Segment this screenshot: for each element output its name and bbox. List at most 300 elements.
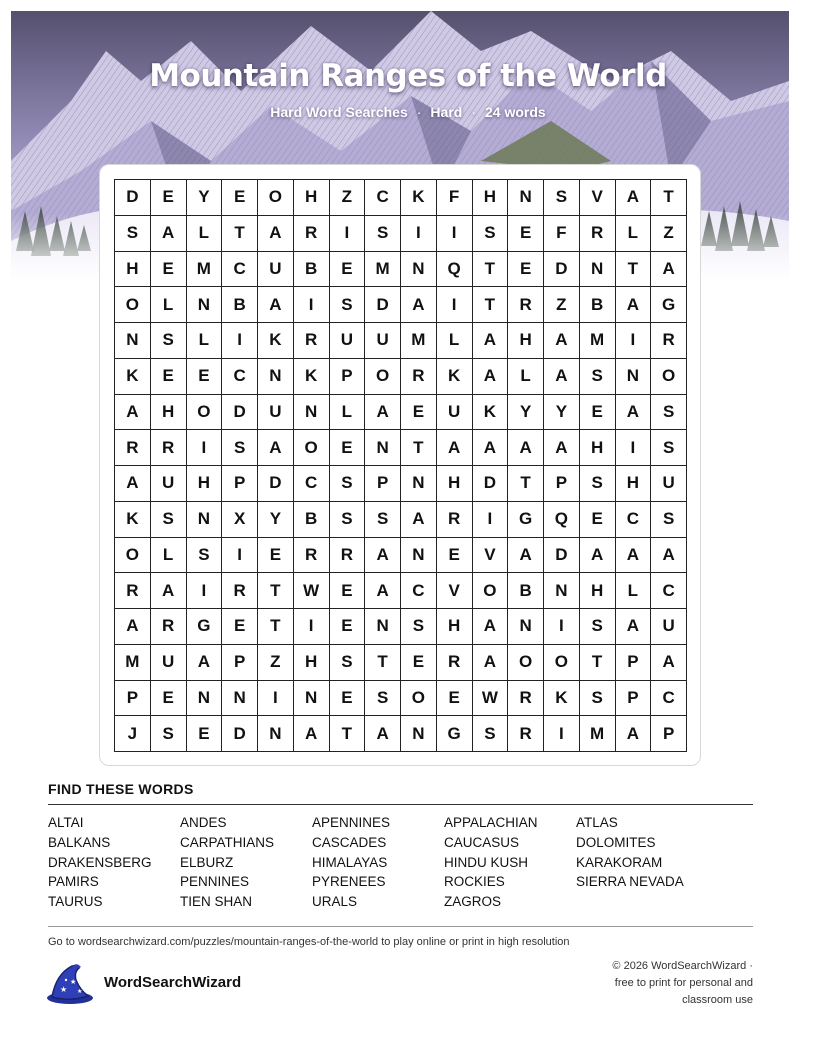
grid-cell[interactable]: V [437,573,473,609]
grid-cell[interactable]: T [330,716,366,752]
grid-cell[interactable]: M [365,252,401,288]
grid-cell[interactable]: E [187,716,223,752]
grid-cell[interactable]: S [330,645,366,681]
grid-cell[interactable]: E [437,681,473,717]
grid-cell[interactable]: N [401,538,437,574]
grid-cell[interactable]: D [473,466,509,502]
grid-cell[interactable]: D [222,716,258,752]
grid-cell[interactable]: H [115,252,151,288]
separator: · [471,104,476,120]
grid-cell[interactable]: A [115,395,151,431]
grid-cell[interactable]: B [294,502,330,538]
grid-cell[interactable]: N [544,573,580,609]
grid-cell[interactable]: Y [508,395,544,431]
word-list-item: BALKANS [48,834,111,850]
word-count-label: 24 words [485,104,546,120]
grid-cell[interactable]: O [473,573,509,609]
grid-cell[interactable]: H [580,573,616,609]
grid-cell[interactable]: A [508,538,544,574]
grid-cell[interactable]: Y [258,502,294,538]
grid-cell[interactable]: A [473,645,509,681]
grid-cell[interactable]: N [401,252,437,288]
grid-cell[interactable]: R [115,573,151,609]
grid-cell[interactable]: C [651,681,687,717]
grid-cell[interactable]: S [580,681,616,717]
grid-cell[interactable]: C [294,466,330,502]
grid-cell[interactable]: W [473,681,509,717]
grid-cell[interactable]: E [508,252,544,288]
grid-cell[interactable]: R [437,645,473,681]
grid-cell[interactable]: H [294,645,330,681]
word-list-item: DRAKENSBERG [48,854,152,870]
grid-cell[interactable]: H [187,466,223,502]
grid-cell[interactable]: U [151,645,187,681]
grid-cell[interactable]: P [365,466,401,502]
grid-cell[interactable]: S [651,502,687,538]
grid-cell[interactable]: E [330,681,366,717]
grid-cell[interactable]: N [187,287,223,323]
grid-cell[interactable]: U [651,609,687,645]
grid-cell[interactable]: H [616,466,652,502]
grid-cell[interactable]: I [187,573,223,609]
grid-cell[interactable]: A [187,645,223,681]
grid-cell[interactable]: M [401,323,437,359]
grid-cell[interactable]: C [222,252,258,288]
grid-cell[interactable]: P [616,681,652,717]
grid-cell[interactable]: S [151,502,187,538]
word-list-item: ANDES [180,815,227,830]
grid-cell[interactable]: I [330,216,366,252]
grid-cell[interactable]: O [115,538,151,574]
grid-cell[interactable]: L [187,216,223,252]
grid-cell[interactable]: E [258,538,294,574]
grid-cell[interactable]: L [151,538,187,574]
svg-text:★: ★ [70,978,77,986]
grid-cell[interactable]: R [222,573,258,609]
grid-cell[interactable]: A [473,359,509,395]
word-list-item: KARAKORAM [576,854,663,870]
grid-cell[interactable]: J [115,716,151,752]
grid-cell[interactable]: I [401,216,437,252]
word-list-item: CAUCASUS [444,834,520,850]
grid-cell[interactable]: V [473,538,509,574]
word-list-item: ALTAI [48,815,84,830]
grid-cell[interactable]: S [580,609,616,645]
grid-cell[interactable]: U [651,466,687,502]
grid-cell[interactable]: K [544,681,580,717]
grid-cell[interactable]: U [258,252,294,288]
grid-cell[interactable]: I [616,430,652,466]
grid-cell[interactable]: E [580,395,616,431]
grid-cell[interactable]: R [330,538,366,574]
grid-cell[interactable]: D [222,395,258,431]
grid-cell[interactable]: N [365,430,401,466]
grid-cell[interactable]: N [115,323,151,359]
grid-cell[interactable]: C [616,502,652,538]
grid-cell[interactable]: N [187,502,223,538]
grid-cell[interactable]: N [187,681,223,717]
grid-cell[interactable]: T [365,645,401,681]
grid-cell[interactable]: D [115,180,151,216]
puzzle-subtitle [0,104,816,120]
grid-cell[interactable]: Z [651,216,687,252]
grid-cell[interactable]: A [437,430,473,466]
grid-cell[interactable]: T [580,645,616,681]
grid-cell[interactable]: A [365,395,401,431]
grid-cell[interactable]: N [401,716,437,752]
grid-cell[interactable]: F [437,180,473,216]
word-list-item: PAMIRS [48,874,99,890]
grid-cell[interactable]: T [401,430,437,466]
grid-cell[interactable]: H [151,395,187,431]
grid-cell[interactable]: I [294,609,330,645]
grid-cell[interactable]: N [365,609,401,645]
grid-cell[interactable]: I [437,216,473,252]
grid-cell[interactable]: S [651,430,687,466]
grid-cell[interactable]: B [222,287,258,323]
grid-cell[interactable]: T [258,609,294,645]
grid-cell[interactable]: T [258,573,294,609]
grid-cell[interactable]: G [187,609,223,645]
grid-cell[interactable]: K [258,323,294,359]
grid-cell[interactable]: A [151,216,187,252]
word-list-item: URALS [312,894,358,910]
grid-cell[interactable]: L [187,323,223,359]
grid-cell[interactable]: N [222,681,258,717]
letter-grid[interactable] [114,179,687,752]
copyright-line: classroom use [682,994,753,1006]
grid-cell[interactable]: U [151,466,187,502]
word-list-item: HIMALAYAS [312,854,388,870]
grid-cell[interactable]: S [365,681,401,717]
grid-cell[interactable]: O [544,645,580,681]
grid-cell[interactable]: P [330,359,366,395]
grid-cell[interactable]: H [437,609,473,645]
footer-note[interactable]: Go to wordsearchwizard.com/puzzles/mountain-ranges-of-the-world to play online or print in high resolution [48,936,570,948]
grid-cell[interactable]: H [294,180,330,216]
grid-cell[interactable]: I [294,287,330,323]
grid-cell[interactable]: P [222,466,258,502]
grid-cell[interactable]: N [401,466,437,502]
grid-cell[interactable]: T [508,466,544,502]
grid-cell[interactable]: E [330,609,366,645]
grid-cell[interactable]: A [258,430,294,466]
grid-cell[interactable]: A [616,180,652,216]
word-list-item: ROCKIES [444,874,505,890]
grid-cell[interactable]: K [401,180,437,216]
grid-cell[interactable]: R [651,323,687,359]
grid-cell[interactable]: E [401,395,437,431]
divider [48,926,753,927]
grid-cell[interactable]: N [258,716,294,752]
copyright-notice [583,958,753,1009]
grid-cell[interactable]: A [401,287,437,323]
grid-cell[interactable]: A [473,609,509,645]
grid-cell[interactable]: I [222,538,258,574]
grid-cell[interactable]: C [651,573,687,609]
grid-cell[interactable]: N [616,359,652,395]
grid-cell[interactable]: A [651,252,687,288]
grid-cell[interactable]: B [294,252,330,288]
grid-cell[interactable]: D [258,466,294,502]
word-list-item: HINDU KUSH [444,854,529,870]
grid-cell[interactable]: U [365,323,401,359]
grid-cell[interactable]: A [365,716,401,752]
grid-cell[interactable]: S [330,466,366,502]
grid-cell[interactable]: O [365,359,401,395]
grid-cell[interactable]: Z [544,287,580,323]
grid-cell[interactable]: A [544,323,580,359]
grid-cell[interactable]: N [294,395,330,431]
grid-cell[interactable]: A [651,645,687,681]
grid-cell[interactable]: P [115,681,151,717]
word-list-item: APPALACHIAN [444,815,538,830]
grid-cell[interactable]: C [365,180,401,216]
grid-cell[interactable]: P [616,645,652,681]
grid-cell[interactable]: O [294,430,330,466]
grid-cell[interactable]: S [187,538,223,574]
grid-cell[interactable]: D [365,287,401,323]
grid-cell[interactable]: S [544,180,580,216]
grid-cell[interactable]: Z [330,180,366,216]
word-list-item: SIERRA NEVADA [576,874,684,890]
grid-cell[interactable]: X [222,502,258,538]
grid-cell[interactable]: A [616,609,652,645]
word-list-item: CARPATHIANS [180,834,275,850]
grid-cell[interactable]: I [222,323,258,359]
copyright-line: © 2026 WordSearchWizard · [612,960,753,972]
grid-cell[interactable]: K [473,395,509,431]
grid-cell[interactable]: T [651,180,687,216]
grid-cell[interactable]: D [544,252,580,288]
wizard-hat-icon[interactable] [46,962,94,1006]
grid-cell[interactable]: M [187,252,223,288]
grid-cell[interactable]: A [616,716,652,752]
grid-cell[interactable]: E [151,252,187,288]
grid-cell[interactable]: O [401,681,437,717]
grid-cell[interactable]: F [544,216,580,252]
grid-cell[interactable]: A [616,538,652,574]
grid-cell[interactable]: R [437,502,473,538]
grid-cell[interactable]: R [508,287,544,323]
grid-cell[interactable]: K [437,359,473,395]
separator: · [416,104,422,120]
grid-cell[interactable]: E [222,609,258,645]
grid-cell[interactable]: A [508,430,544,466]
word-list-item: ATLAS [576,815,618,830]
grid-cell[interactable]: C [401,573,437,609]
grid-cell[interactable]: S [580,359,616,395]
grid-cell[interactable]: V [580,180,616,216]
grid-cell[interactable]: A [580,538,616,574]
grid-cell[interactable]: O [651,359,687,395]
word-list-item: DOLOMITES [576,834,656,850]
grid-cell[interactable]: R [580,216,616,252]
grid-cell[interactable]: R [294,323,330,359]
grid-cell[interactable]: O [187,395,223,431]
grid-cell[interactable]: W [294,573,330,609]
word-list-item: TIEN SHAN [180,894,253,910]
grid-cell[interactable]: L [616,216,652,252]
grid-cell[interactable]: A [544,430,580,466]
brand-name[interactable]: WordSearchWizard [104,974,242,991]
grid-cell[interactable]: S [330,502,366,538]
grid-cell[interactable]: U [330,323,366,359]
grid-cell[interactable]: T [222,216,258,252]
grid-cell[interactable]: S [401,609,437,645]
grid-cell[interactable]: D [544,538,580,574]
grid-cell[interactable]: R [508,681,544,717]
grid-cell[interactable]: Q [544,502,580,538]
grid-cell[interactable]: G [651,287,687,323]
grid-cell[interactable]: R [294,216,330,252]
grid-cell[interactable]: N [508,609,544,645]
grid-cell[interactable]: T [616,252,652,288]
word-list [48,813,753,912]
word-list-item: ELBURZ [180,854,234,870]
grid-cell[interactable]: M [580,323,616,359]
grid-cell[interactable]: A [258,287,294,323]
grid-cell[interactable]: A [616,395,652,431]
grid-cell[interactable]: A [473,430,509,466]
svg-text:★: ★ [60,985,68,994]
grid-cell[interactable]: R [294,538,330,574]
grid-cell[interactable]: H [473,180,509,216]
grid-cell[interactable]: U [258,395,294,431]
grid-cell[interactable]: N [294,681,330,717]
grid-cell[interactable]: Z [258,645,294,681]
grid-cell[interactable]: L [437,323,473,359]
grid-cell[interactable]: R [401,359,437,395]
difficulty-label: Hard [430,104,463,120]
grid-cell[interactable]: E [508,216,544,252]
grid-cell[interactable]: T [473,287,509,323]
puzzle-title: Mountain Ranges of the World [149,58,667,94]
word-list-item: TAURUS [48,894,103,910]
grid-cell[interactable]: S [580,466,616,502]
grid-cell[interactable]: O [258,180,294,216]
grid-cell[interactable]: A [115,466,151,502]
grid-cell[interactable]: N [258,359,294,395]
grid-cell[interactable]: G [437,716,473,752]
grid-cell[interactable]: S [365,216,401,252]
grid-cell[interactable]: S [222,430,258,466]
word-list-item: APENNINES [312,815,391,830]
grid-cell[interactable]: G [508,502,544,538]
grid-cell[interactable]: Q [437,252,473,288]
grid-cell[interactable]: L [508,359,544,395]
grid-cell[interactable]: E [187,359,223,395]
grid-cell[interactable]: A [473,323,509,359]
grid-cell[interactable]: A [651,538,687,574]
grid-cell[interactable]: S [651,395,687,431]
grid-cell[interactable]: S [473,716,509,752]
grid-cell[interactable]: E [580,502,616,538]
grid-cell[interactable]: E [330,573,366,609]
grid-cell[interactable]: Y [544,395,580,431]
grid-cell[interactable]: L [616,573,652,609]
word-list-item: PYRENEES [312,874,386,890]
grid-cell[interactable]: S [330,287,366,323]
grid-cell[interactable]: A [365,573,401,609]
grid-cell[interactable]: A [258,216,294,252]
grid-cell[interactable]: E [151,180,187,216]
grid-cell[interactable]: S [151,323,187,359]
grid-cell[interactable]: P [544,466,580,502]
grid-cell[interactable]: A [365,538,401,574]
grid-cell[interactable]: E [437,538,473,574]
grid-cell[interactable]: S [151,716,187,752]
grid-cell[interactable]: I [544,609,580,645]
grid-cell[interactable]: N [508,180,544,216]
grid-cell[interactable]: T [473,252,509,288]
grid-cell[interactable]: B [508,573,544,609]
grid-cell[interactable]: H [508,323,544,359]
grid-cell[interactable]: R [151,430,187,466]
grid-cell[interactable]: A [401,502,437,538]
grid-cell[interactable]: N [580,252,616,288]
grid-cell[interactable]: U [437,395,473,431]
grid-cell[interactable]: L [151,287,187,323]
grid-cell[interactable]: H [580,430,616,466]
grid-cell[interactable]: A [294,716,330,752]
grid-cell[interactable]: E [151,681,187,717]
grid-cell[interactable]: I [473,502,509,538]
grid-cell[interactable]: K [294,359,330,395]
grid-cell[interactable]: L [330,395,366,431]
grid-cell[interactable]: K [115,359,151,395]
grid-cell[interactable]: E [401,645,437,681]
grid-cell[interactable]: O [508,645,544,681]
category-label[interactable]: Hard Word Searches [270,104,408,120]
grid-cell[interactable]: M [580,716,616,752]
grid-cell[interactable]: I [544,716,580,752]
grid-cell[interactable]: K [115,502,151,538]
grid-cell[interactable]: E [330,430,366,466]
grid-cell[interactable]: I [437,287,473,323]
grid-cell[interactable]: R [508,716,544,752]
grid-cell[interactable]: S [115,216,151,252]
grid-cell[interactable]: R [151,609,187,645]
grid-cell[interactable]: A [544,359,580,395]
grid-cell[interactable]: A [616,287,652,323]
divider [48,804,753,805]
grid-cell[interactable]: S [473,216,509,252]
grid-cell[interactable]: C [222,359,258,395]
word-list-item: ZAGROS [444,894,502,910]
grid-cell[interactable]: S [365,502,401,538]
copyright-line: free to print for personal and [614,977,753,989]
grid-cell[interactable]: I [616,323,652,359]
grid-cell[interactable]: I [187,430,223,466]
grid-cell[interactable]: R [115,430,151,466]
grid-cell[interactable]: E [222,180,258,216]
grid-cell[interactable]: I [258,681,294,717]
grid-cell[interactable]: Y [187,180,223,216]
grid-cell[interactable]: B [580,287,616,323]
grid-cell[interactable]: H [437,466,473,502]
grid-cell[interactable]: P [222,645,258,681]
svg-text:★: ★ [77,988,83,995]
word-list-item: CASCADES [312,834,387,850]
grid-cell[interactable]: P [651,716,687,752]
grid-cell[interactable]: A [115,609,151,645]
grid-cell[interactable]: O [115,287,151,323]
grid-cell[interactable]: E [151,359,187,395]
grid-cell[interactable]: M [115,645,151,681]
grid-cell[interactable]: E [330,252,366,288]
grid-cell[interactable]: A [151,573,187,609]
